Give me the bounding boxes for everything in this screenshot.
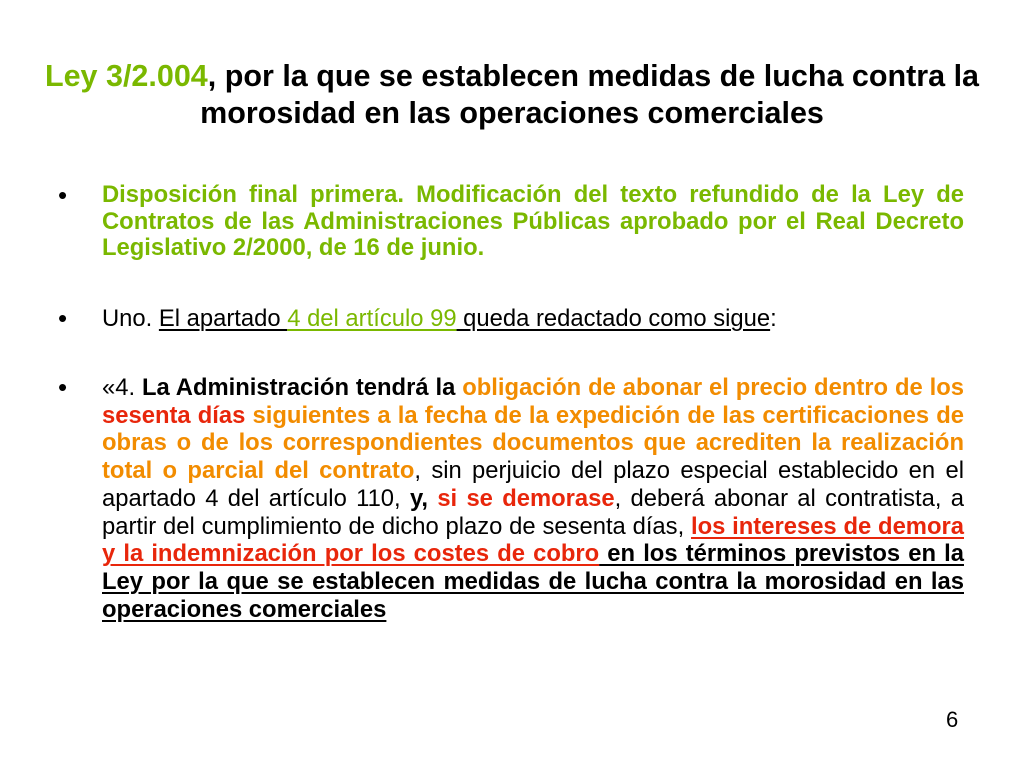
bullet-text-s2: La Administración tendrá la — [141, 374, 463, 401]
bullet-marker: • — [58, 303, 68, 333]
bullet-disposicion: Disposición final primera. Modificación del texto refundido de la Ley de Contratos de las Administraciones Públicas aprobado por el Real Decreto Legislativo 2/2000, de 16 de junio. — [102, 181, 964, 261]
page-number: 6 — [946, 707, 959, 732]
bullet-uno-suffix: : — [770, 305, 777, 332]
bullet-text-s11: en los términos previstos en la Ley por la que se establecen medidas de lucha contra la morosidad en las operaciones comerciales — [102, 540, 964, 623]
bullet-text-s9: , deberá abonar al contratista, a partir del cumplimiento de dicho plazo de sesenta días, — [102, 484, 964, 540]
bullet-uno — [102, 305, 964, 333]
bullet-text-s1: «4. — [102, 374, 142, 401]
title-highlight: Ley 3/2.004 — [44, 59, 208, 93]
bullet-text-s6: , sin perjuicio del plazo especial establecido en el apartado 4 del artículo 110, — [102, 457, 964, 512]
bullet-text-s5: siguientes a la fecha de la expedición de las certificaciones de obras o de los correspondientes documentos que acrediten la realización total o parcial del contrato — [102, 401, 964, 485]
bullet-marker: • — [58, 180, 68, 210]
bullet-uno-article-ref: 4 del artículo 99 — [287, 305, 457, 332]
bullet-uno-part1: El apartado — [158, 305, 288, 332]
title-rest: , por la que se establecen medidas de lucha contra la morosidad en las operaciones comerciales — [200, 59, 980, 130]
bullet-uno-part3: queda redactado como sigue — [456, 305, 771, 332]
bullet-text-s4: sesenta días — [102, 401, 246, 429]
slide-title — [40, 58, 984, 132]
bullet-text-s8: si se demorase — [437, 484, 615, 512]
bullet-apartado-4 — [102, 374, 964, 623]
bullet-uno-prefix: Uno. — [102, 305, 159, 332]
bullet-text-s10: los intereses de demora y la indemnización por los costes de cobro — [102, 512, 964, 568]
bullet-text-s7: y, — [409, 484, 438, 512]
bullet-marker: • — [58, 372, 68, 402]
bullet-text-s3: obligación de abonar el precio dentro de los — [462, 374, 965, 401]
